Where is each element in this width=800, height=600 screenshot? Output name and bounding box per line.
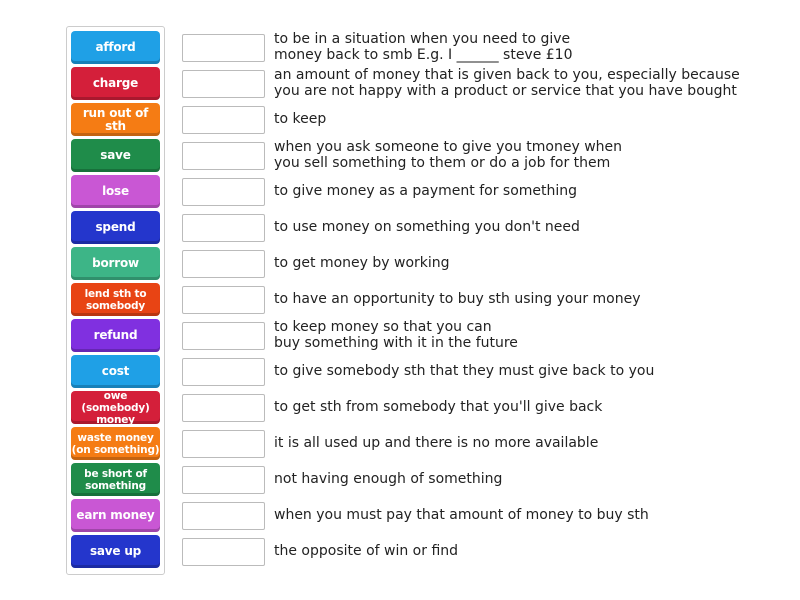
term-tile[interactable]: earn money (71, 499, 160, 532)
answer-drop-box[interactable] (182, 322, 265, 350)
term-tile[interactable]: borrow (71, 247, 160, 280)
answer-drop-box[interactable] (182, 250, 265, 278)
answer-drop-box[interactable] (182, 502, 265, 530)
term-tile[interactable]: be short of something (71, 463, 160, 496)
answer-drop-box[interactable] (182, 358, 265, 386)
answer-drop-box[interactable] (182, 142, 265, 170)
definition-text: to give somebody sth that they must give back to you (274, 363, 655, 379)
definition-text: it is all used up and there is no more available (274, 435, 599, 451)
answer-drop-box[interactable] (182, 106, 265, 134)
term-tile[interactable]: afford (71, 31, 160, 64)
term-tile[interactable]: waste money (on something) (71, 427, 160, 460)
definition-text: to get money by working (274, 255, 450, 271)
definition-text: to get sth from somebody that you'll give back (274, 399, 603, 415)
term-tile[interactable]: lose (71, 175, 160, 208)
definition-text: to keep (274, 111, 327, 127)
definition-text: not having enough of something (274, 471, 503, 487)
term-tile[interactable]: lend sth to somebody (71, 283, 160, 316)
answer-drop-box[interactable] (182, 286, 265, 314)
definition-text: to use money on something you don't need (274, 219, 580, 235)
term-tile[interactable]: run out of sth (71, 103, 160, 136)
definition-text: to have an opportunity to buy sth using your money (274, 291, 641, 307)
term-tile[interactable]: owe (somebody) money (71, 391, 160, 424)
answer-drop-box[interactable] (182, 466, 265, 494)
definition-text: an amount of money that is given back to you, especially because you are not happy with a product or service that you have bought (274, 67, 740, 99)
answer-drop-box[interactable] (182, 178, 265, 206)
definition-text: to give money as a payment for something (274, 183, 578, 199)
definition-text: when you ask someone to give you tmoney when you sell something to them or do a job for them (274, 139, 623, 171)
answer-drop-box[interactable] (182, 34, 265, 62)
term-tile[interactable]: save up (71, 535, 160, 568)
definition-text: when you must pay that amount of money to buy sth (274, 507, 649, 523)
definition-text: to be in a situation when you need to give money back to smb E.g. I ______ steve £10 (274, 31, 573, 63)
term-tile[interactable]: cost (71, 355, 160, 388)
term-tile[interactable]: charge (71, 67, 160, 100)
answer-drop-box[interactable] (182, 538, 265, 566)
answer-drop-box[interactable] (182, 430, 265, 458)
term-tile[interactable]: spend (71, 211, 160, 244)
answer-drop-box[interactable] (182, 214, 265, 242)
answer-drop-box[interactable] (182, 394, 265, 422)
definition-text: to keep money so that you can buy something with it in the future (274, 319, 518, 351)
term-tile[interactable]: save (71, 139, 160, 172)
term-tile[interactable]: refund (71, 319, 160, 352)
answer-drop-box[interactable] (182, 70, 265, 98)
definition-text: the opposite of win or find (274, 543, 459, 559)
